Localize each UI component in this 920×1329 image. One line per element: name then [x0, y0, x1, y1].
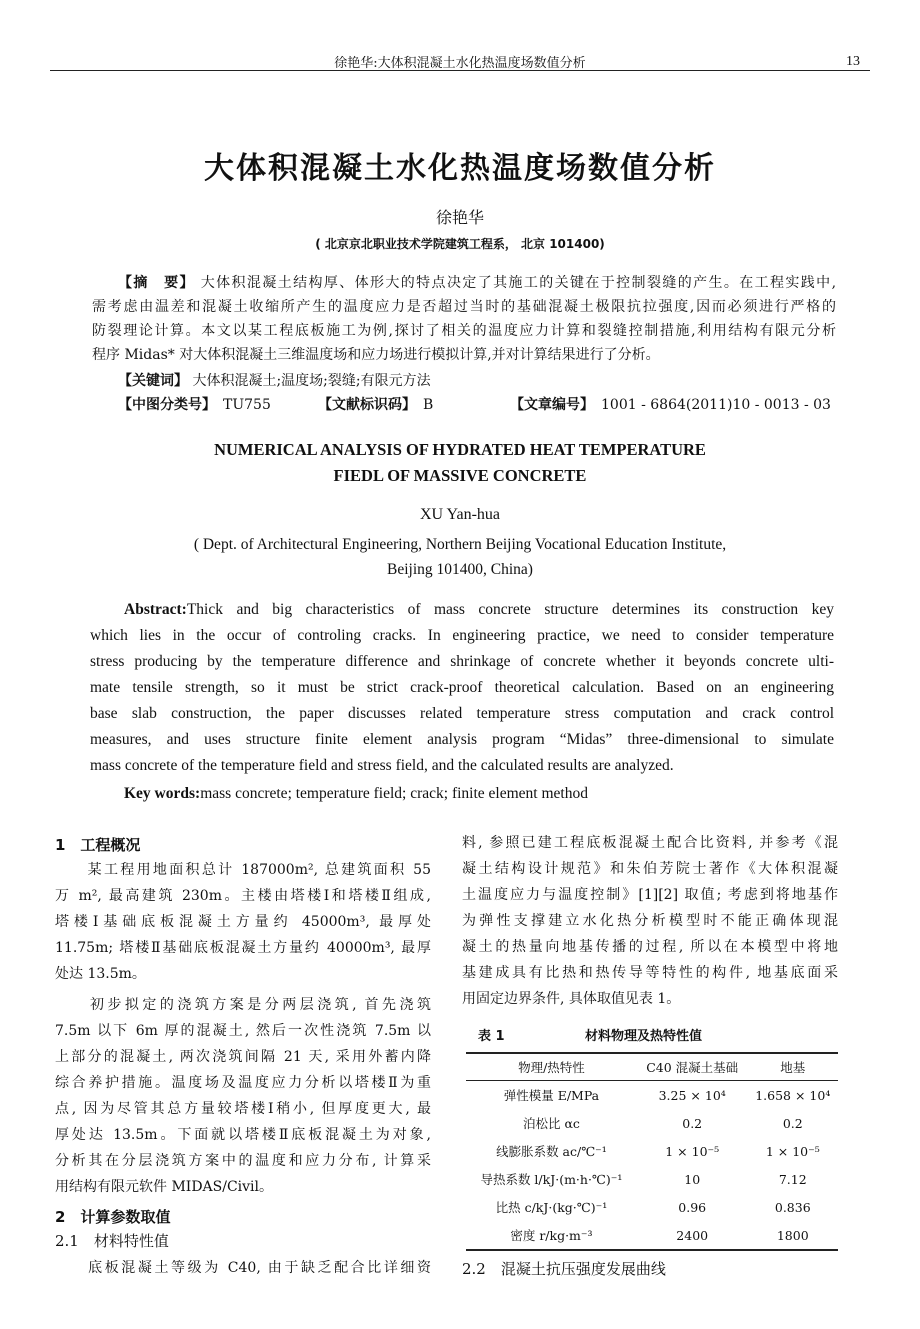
table-cell: 1.658 × 10⁴ — [755, 1087, 831, 1103]
abstract-en-line: mate tensile strength, so it must be strict crack-proof theoretical calculation. Based on an engineering — [90, 679, 834, 696]
column-header: 地基 — [748, 1053, 838, 1081]
body-line: 土温度应力与温度控制》[1][2] 取值; 考虑到将地基作 — [462, 887, 838, 903]
body-line: 处达 13.5m。 — [55, 966, 146, 982]
table-cell: 导热系数 l/kJ·(m·h·℃)⁻¹ — [480, 1172, 623, 1187]
abstract-cn-line: 程序 Midas* 对大体积混凝土三维温度场和应力场进行模拟计算,并对计算结果进行了分析。 — [92, 347, 660, 363]
abstract-en-line: base slab construction, the paper discusses related temperature stress computation and crack control — [90, 705, 834, 722]
body-line: 用固定边界条件, 具体取值见表 1。 — [462, 991, 681, 1007]
table-cell: 1 × 10⁻⁵ — [665, 1143, 720, 1159]
table-cell: 0.2 — [682, 1115, 703, 1131]
body-line: 料, 参照已建工程底板混凝土配合比资料, 并参考《混 — [462, 835, 838, 851]
table-caption: 材料物理及热特性值 — [585, 1029, 703, 1044]
table-cell: 1 × 10⁻⁵ — [765, 1143, 820, 1159]
running-title: 徐艳华:大体积混凝土水化热温度场数值分析 — [334, 56, 586, 71]
body-line: 分析其在分层浇筑方案中的温度和应力分布, 计算采 — [55, 1153, 431, 1169]
abstract-cn-line: 大体积混凝土结构厚、体形大的特点决定了其施工的关键在于控制裂缝的产生。在工程实践中, — [200, 275, 837, 291]
table-cell: 泊松比 αc — [522, 1116, 580, 1131]
running-header — [50, 48, 870, 71]
paper-title: 大体积混凝土水化热温度场数值分析 — [204, 151, 716, 186]
body-line: 为弹性支撑建立水化热分析模型时不能正确体现混 — [462, 913, 838, 929]
table-cell: 0.2 — [782, 1115, 803, 1131]
body-line: 综合养护措施。温度场及温度应力分析以塔楼Ⅱ为重 — [55, 1075, 431, 1091]
material-properties-table — [466, 1052, 838, 1251]
clc-value: TU755 — [223, 397, 271, 413]
doc-code-value: B — [423, 397, 434, 413]
section-2-1-heading: 2.1 材料特性值 — [55, 1232, 169, 1250]
table-cell: 10 — [684, 1171, 701, 1187]
title-en-line: NUMERICAL ANALYSIS OF HYDRATED HEAT TEMPERATURE — [214, 440, 706, 459]
keywords-en-label: Key words: — [124, 785, 201, 802]
abstract-en-line: stress producing by the temperature difference and shrinkage of concrete whether it beyonds concrete ulti- — [90, 653, 834, 670]
keywords-en: mass concrete; temperature field; crack; finite element method — [200, 785, 588, 802]
page-number: 13 — [846, 54, 860, 69]
body-line: 厚处达 13.5m。下面就以塔楼Ⅱ底板混凝土为对象, — [55, 1127, 431, 1143]
table-row — [466, 1137, 838, 1165]
author-en: XU Yan-hua — [420, 506, 500, 523]
table-row — [466, 1081, 838, 1110]
table-row — [466, 1193, 838, 1221]
table-row — [466, 1165, 838, 1193]
table-cell: 7.12 — [778, 1171, 807, 1187]
abstract-cn-label: 【摘 要】 — [118, 275, 195, 291]
affiliation-en-line: Beijing 101400, China) — [387, 561, 533, 578]
column-header: C40 混凝土基础 — [637, 1053, 748, 1081]
body-line: 某工程用地面积总计 187000m², 总建筑面积 55 — [55, 862, 431, 878]
section-2-heading: 2 计算参数取值 — [55, 1208, 171, 1226]
table-cell: 2400 — [637, 1221, 748, 1250]
table-row — [466, 1221, 838, 1250]
section-2-2-heading: 2.2 混凝土抗压强度发展曲线 — [462, 1260, 666, 1278]
doc-code-label: 【文献标识码】 — [318, 397, 409, 413]
table-cell: 0.96 — [678, 1199, 707, 1215]
keywords-cn: 大体积混凝土;温度场;裂缝;有限元方法 — [192, 373, 431, 389]
table-cell: 弹性模量 E/MPa — [503, 1088, 600, 1103]
abstract-cn-line: 防裂理论计算。本文以某工程底板施工为例,探讨了相关的温度应力计算和裂缝控制措施,利用结构有限元分析 — [92, 323, 836, 339]
abstract-en-line: mass concrete of the temperature field and stress field, and the calculated results are analyzed. — [90, 757, 674, 774]
body-line: 凝土结构设计规范》和朱伯芳院士著作《大体积混凝 — [462, 861, 838, 877]
abstract-en-line: which lies in the occur of controling cracks. In engineering practice, we need to consider temperature — [90, 627, 834, 644]
body-line: 11.75m; 塔楼Ⅱ基础底板混凝土方量约 40000m³, 最厚 — [55, 940, 431, 956]
body-line: 基建成具有比热和热传导等特性的构件, 地基底面采 — [462, 965, 838, 981]
table-cell: 线膨胀系数 ac/℃⁻¹ — [496, 1144, 607, 1159]
body-line: 万 m², 最高建筑 230m。主楼由塔楼Ⅰ和塔楼Ⅱ组成, — [55, 888, 431, 904]
body-line: 初步拟定的浇筑方案是分两层浇筑, 首先浇筑 — [55, 997, 431, 1013]
table-label: 表 1 — [478, 1029, 505, 1044]
author: 徐艳华 — [435, 208, 484, 227]
keywords-cn-label: 【关键词】 — [118, 373, 188, 389]
body-line: 点, 因为尽管其总方量较塔楼Ⅰ稍小, 但厚度更大, 最 — [55, 1101, 431, 1117]
column-header: 物理/热特性 — [466, 1053, 637, 1081]
body-line: 塔楼Ⅰ基础底板混凝土方量约 45000m³, 最厚处 — [55, 914, 431, 930]
article-id-label: 【文章编号】 — [510, 397, 587, 413]
title-en-line: FIEDL OF MASSIVE CONCRETE — [333, 466, 587, 485]
abstract-en-line: Thick and big characteristics of mass concrete structure determines its construction key — [186, 601, 834, 618]
body-line: 上部分的混凝土, 两次浇筑间隔 21 天, 采用外蓄内降 — [55, 1049, 431, 1065]
body-line: 用结构有限元软件 MIDAS/Civil。 — [55, 1179, 274, 1195]
article-id-value: 1001 - 6864(2011)10 - 0013 - 03 — [601, 397, 831, 413]
abstract-cn-line: 需考虑由温差和混凝土收缩所产生的温度应力是否超过当时的基础混凝土极限抗拉强度,因而必须进行严格的 — [92, 299, 836, 315]
table-header-row — [466, 1053, 838, 1081]
body-line: 凝土的热量向地基传播的过程, 所以在本模型中将地 — [462, 939, 838, 955]
table-cell: 1800 — [748, 1221, 838, 1250]
abstract-en-label: Abstract: — [124, 601, 187, 618]
table-cell: 3.25 × 10⁴ — [658, 1087, 726, 1103]
abstract-en-line: measures, and uses structure finite element analysis program “Midas” three-dimensional to simulate — [90, 731, 834, 748]
affiliation-en-line: ( Dept. of Architectural Engineering, Northern Beijing Vocational Education Institute, — [193, 536, 727, 553]
body-line: 7.5m 以下 6m 厚的混凝土, 然后一次性浇筑 7.5m 以 — [55, 1023, 431, 1039]
body-line: 底板混凝土等级为 C40, 由于缺乏配合比详细资 — [55, 1260, 431, 1276]
table-cell: 密度 r/kg·m⁻³ — [466, 1221, 637, 1250]
section-1-heading: 1 工程概况 — [55, 836, 141, 854]
table-cell: 比热 c/kJ·(kg·℃)⁻¹ — [495, 1200, 608, 1215]
table-row — [466, 1109, 838, 1137]
table-cell: 0.836 — [774, 1199, 811, 1215]
clc-label: 【中图分类号】 — [118, 397, 209, 413]
affiliation: ( 北京京北职业技术学院建筑工程系， 北京 101400) — [315, 237, 605, 251]
